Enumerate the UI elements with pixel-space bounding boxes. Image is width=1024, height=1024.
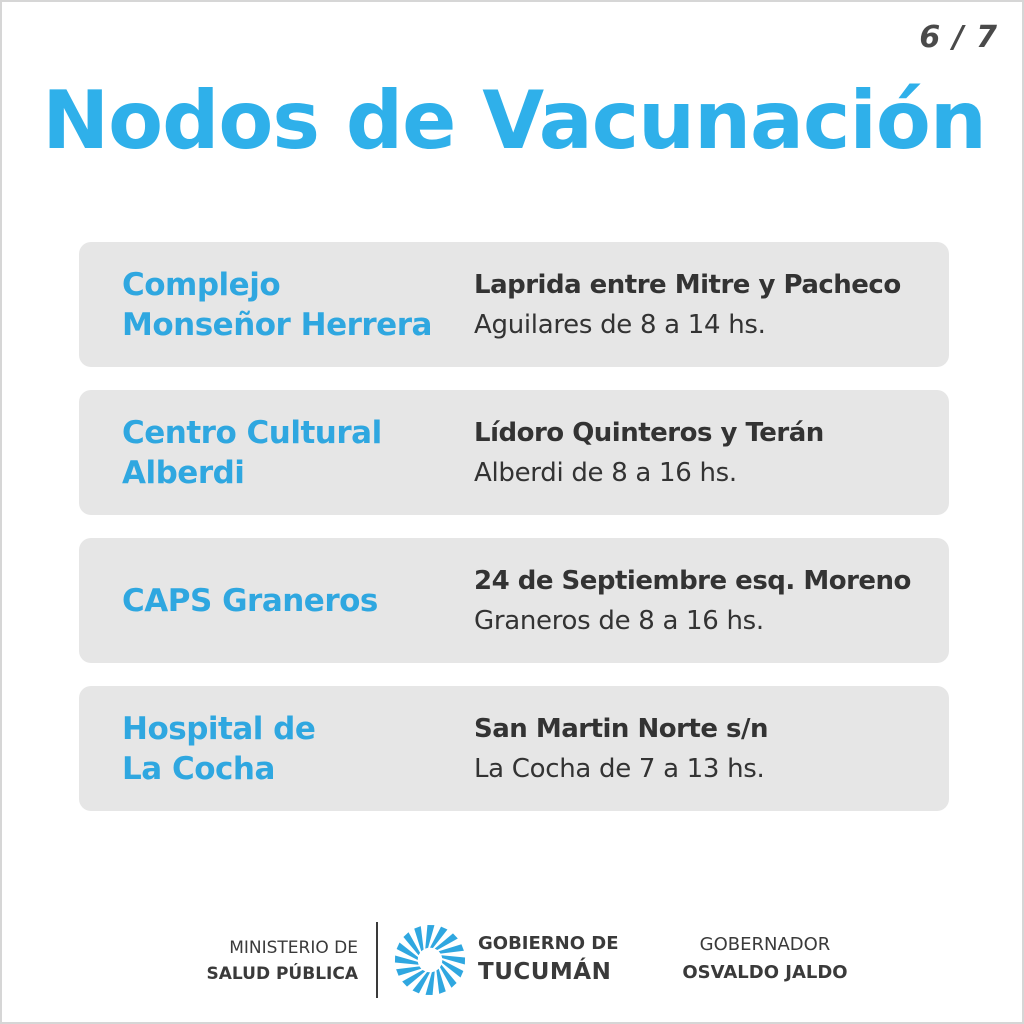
node-name: Centro Cultural Alberdi (122, 414, 382, 491)
node-name: Complejo Monseñor Herrera (122, 266, 432, 343)
node-hours: Alberdi de 8 a 16 hs. (474, 457, 737, 488)
government-line-2: TUCUMÁN (478, 959, 612, 985)
ministry-label (207, 935, 358, 987)
vaccination-node-card (79, 242, 949, 367)
vaccination-node-card (79, 390, 949, 515)
node-name: Hospital de La Cocha (122, 710, 316, 787)
footer (2, 917, 1024, 1002)
node-address: 24 de Septiembre esq. Moreno (474, 565, 911, 596)
governor-name: OSVALDO JALDO (682, 962, 848, 983)
governor-label (678, 931, 852, 987)
node-info (474, 265, 944, 345)
government-line-1: GOBIERNO DE (478, 933, 619, 954)
node-hours: Aguilares de 8 a 14 hs. (474, 309, 766, 340)
node-info (474, 413, 944, 493)
node-hours: Graneros de 8 a 16 hs. (474, 605, 764, 636)
government-label (478, 931, 619, 987)
ministry-line-2: SALUD PÚBLICA (206, 964, 358, 984)
node-info (474, 561, 944, 641)
node-name: CAPS Graneros (122, 582, 378, 619)
ministry-line-1: MINISTERIO DE (229, 938, 358, 958)
vaccination-node-card (79, 538, 949, 663)
vaccination-node-card (79, 686, 949, 811)
page-title: Nodos de Vacunación (42, 74, 986, 167)
page-counter: 6 / 7 (919, 20, 998, 55)
node-address: Lídoro Quinteros y Terán (474, 417, 824, 448)
node-info (474, 709, 944, 789)
sun-rays-logo-icon (392, 922, 468, 998)
footer-divider (376, 922, 378, 998)
node-address: San Martin Norte s/n (474, 713, 769, 744)
governor-title: GOBERNADOR (699, 934, 831, 955)
node-address: Laprida entre Mitre y Pacheco (474, 269, 901, 300)
node-hours: La Cocha de 7 a 13 hs. (474, 753, 765, 784)
vaccination-node-list (79, 242, 949, 834)
